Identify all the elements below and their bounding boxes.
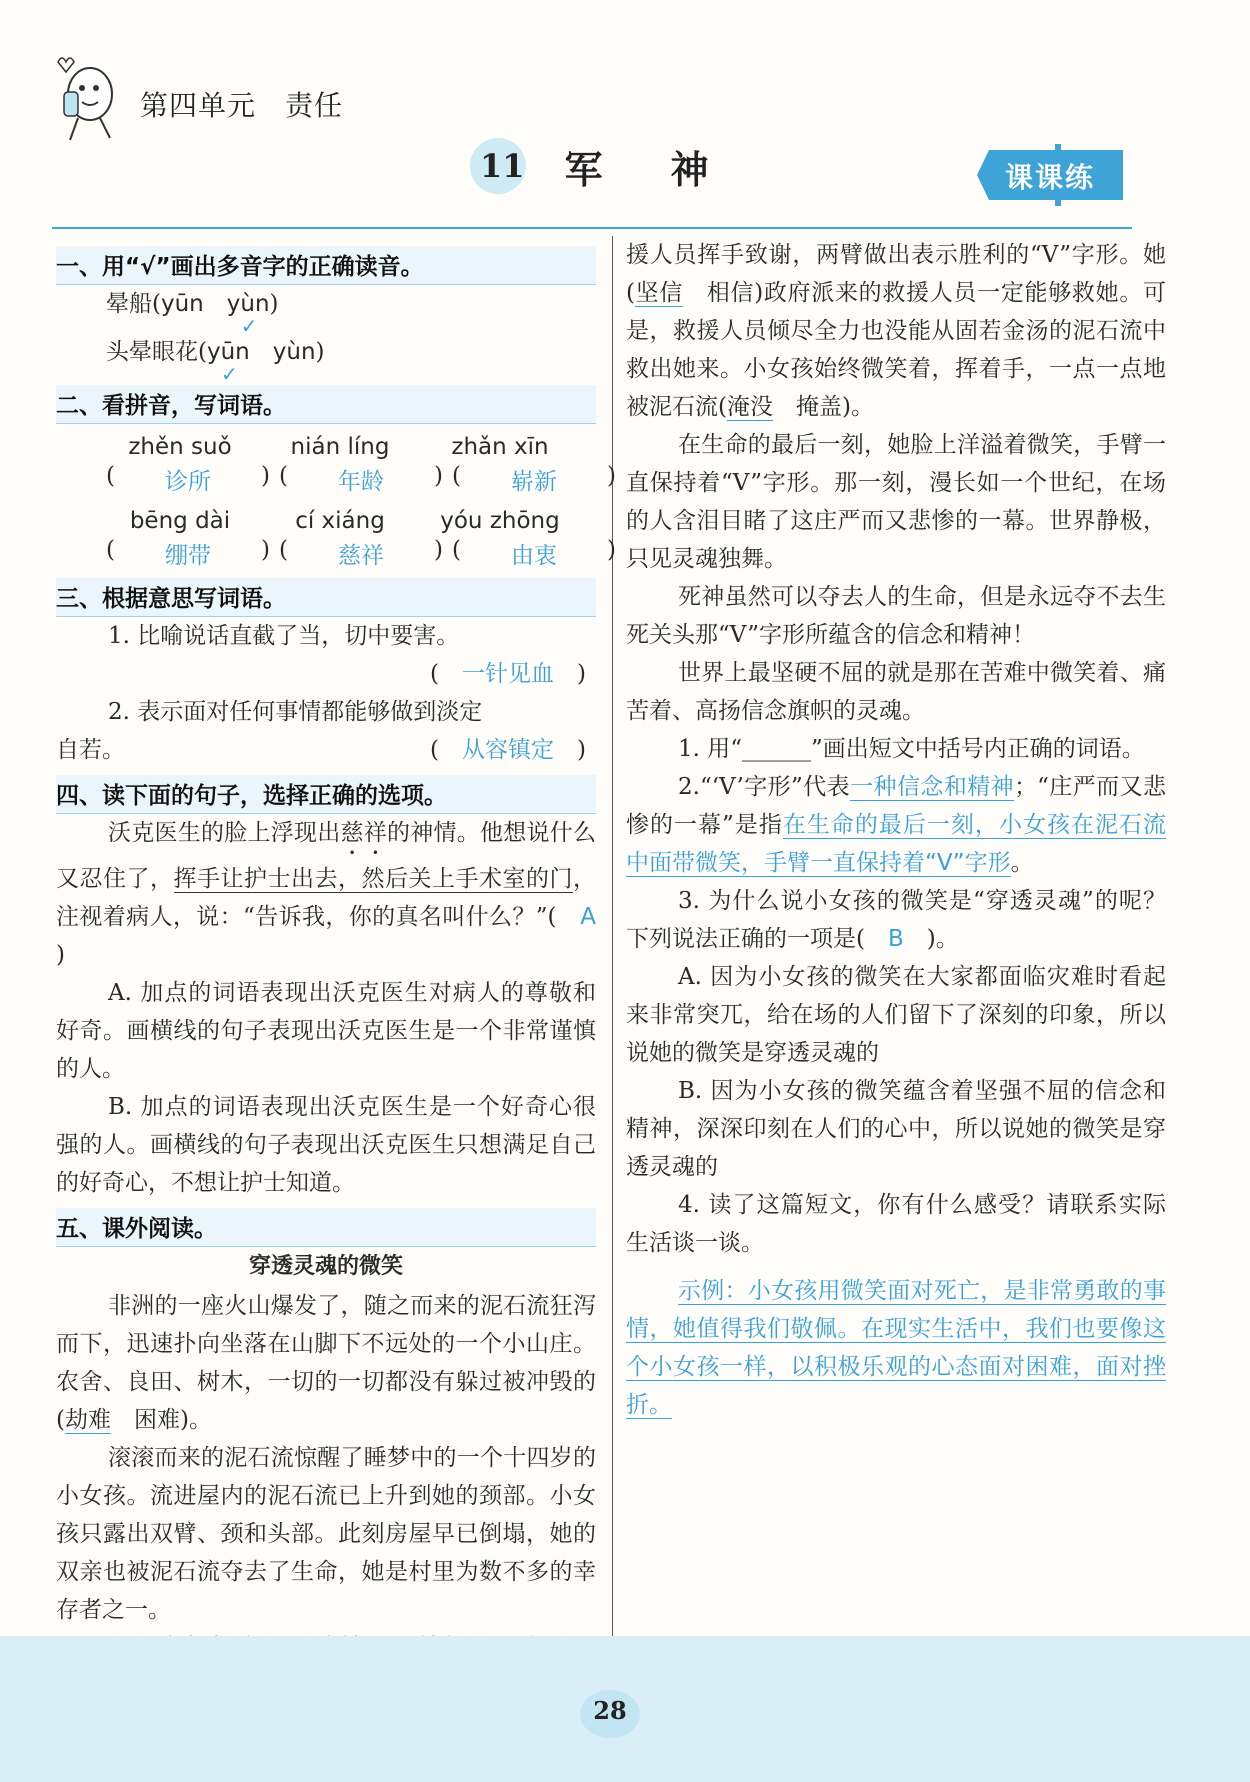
item2-opt1-checked: yūn ✓	[207, 339, 250, 365]
article-p1: 非洲的一座火山爆发了，随之而来的泥石流狂泻而下，迅速扑向坐落在山脚下不远处的一个小山庄。农舍、良田、树木，一切的一切都没有躲过被冲毁的(劫难 困难)。	[56, 1293, 596, 1433]
section4-passage: 沃克医生的脸上浮现出慈祥的神情。他想说什么又忍住了，挥手让护士出去，然后关上手术室的门，注视着病人，说：“告诉我，你的真名叫什么？”( A )	[56, 820, 596, 968]
item2-opt2: yùn	[272, 339, 316, 365]
question-4: 4. 读了这篇短文，你有什么感受？请联系实际生活谈一谈。	[626, 1192, 1166, 1256]
section3-a1: ( 一针见血 )	[430, 661, 586, 687]
lesson-number: 11	[480, 147, 525, 185]
question-3-option-a: A. 因为小女孩的微笑在大家都面临灾难时看起来非常突兀，给在场的人们留下了深刻的印象，所以说她的微笑是穿透灵魂的	[626, 964, 1166, 1066]
section5-title: 五、课外阅读。	[56, 1208, 596, 1247]
item2-word: 头晕眼花(	[106, 339, 207, 365]
section3-q1: 1. 比喻说话直截了当，切中要害。	[108, 623, 460, 649]
section1-item2: 头晕眼花(yūn ✓ yùn)	[56, 333, 596, 371]
article-p5: 死神虽然可以夺去人的生命，但是永远夺不去生死关头那“V”字形所蕴含的信念和精神！	[626, 584, 1166, 648]
question-2: 2.“‘V’字形”代表一种信念和精神；“庄严而又悲惨的一幕”是指在生命的最后一刻，小女孩在泥石流中面带微笑，手臂一直保持着“V”字形。	[626, 774, 1167, 876]
column-divider	[612, 236, 613, 1656]
item1-opt2-checked: yùn ✓	[227, 291, 270, 317]
section2-title: 二、看拼音，写词语。	[56, 385, 596, 424]
article-title: 穿透灵魂的微笑	[248, 1254, 403, 1279]
lesson-title	[480, 136, 777, 196]
question-4-answer: 示例：小女孩用微笑面对死亡，是非常勇敢的事情，她值得我们敬佩。在现实生活中，我们也要像这个小女孩一样，以积极乐观的心态面对困难，面对挫折。	[626, 1278, 1166, 1418]
section3-q2-cont: 自若。 ( 从容镇定 )	[56, 737, 586, 763]
question-3-option-b: B. 因为小女孩的微笑蕴含着坚强不屈的信念和精神，深深印刻在人们的心中，所以说她的微笑是穿透灵魂的	[626, 1078, 1166, 1180]
answer-row-1: ( 诊所 ) ( 年龄 ) ( 崭新 )	[106, 462, 616, 495]
unit-title: 第四单元 责任	[140, 89, 344, 122]
answer-row-2: ( 绷带 ) ( 慈祥 ) ( 由衷 )	[106, 536, 616, 569]
question-1: 1. 用“______”画出短文中括号内正确的词语。	[678, 736, 1145, 762]
question-3: 3. 为什么说小女孩的微笑是“穿透灵魂”的呢？下列说法正确的一项是( B )。	[626, 888, 1166, 952]
section1-title: 一、用“√”画出多音字的正确读音。	[56, 246, 596, 285]
item1-word: 晕船(	[106, 291, 161, 317]
article-p2: 滚滚而来的泥石流惊醒了睡梦中的一个十四岁的小女孩。流进屋内的泥石流已上升到她的颈部。小女孩只露出双臂、颈和头部。此刻房屋早已倒塌，她的双亲也被泥石流夺去了生命，她是村里为数不多的幸存者之一。	[56, 1445, 596, 1623]
left-column	[56, 240, 616, 1705]
check-mark-icon: ✓	[240, 314, 258, 338]
header-rule	[52, 227, 1132, 229]
pinyin-row-1: zhěn suǒ nián líng zhǎn xīn	[128, 434, 549, 460]
page-number: 28	[593, 1696, 627, 1725]
check-mark-icon: ✓	[220, 362, 238, 386]
right-column	[626, 236, 1166, 1424]
article-p6: 世界上最坚硬不屈的就是那在苦难中微笑着、痛苦着、高扬信念旗帜的灵魂。	[626, 660, 1166, 724]
section4-title: 四、读下面的句子，选择正确的选项。	[56, 775, 596, 814]
section4-option-a: A. 加点的词语表现出沃克医生对病人的尊敬和好奇。画横线的句子表现出沃克医生是一个非常谨慎的人。	[56, 980, 596, 1082]
section1-item1: 晕船(yūn yùn ✓ )	[56, 285, 596, 323]
section3-title: 三、根据意思写词语。	[56, 578, 596, 617]
article-p3-cont: 援人员挥手致谢，两臂做出表示胜利的“V”字形。她(坚信 相信)政府派来的救援人员一定能够救她。可是，救援人员倾尽全力也没能从固若金汤的泥石流中救出她来。小女孩始终微笑着，挥着手，一点一点地被泥石流(淹没 掩盖)。	[626, 242, 1167, 420]
mascot-icon	[48, 48, 130, 146]
lesson-name: 军神	[564, 146, 777, 192]
article-p4: 在生命的最后一刻，她脸上洋溢着微笑，手臂一直保持着“V”字形。那一刻，漫长如一个世纪，在场的人含泪目睹了这庄严而又悲惨的一幕。世界静极，只见灵魂独舞。	[626, 432, 1166, 572]
section4-option-b: B. 加点的词语表现出沃克医生是一个好奇心很强的人。画横线的句子表现出沃克医生只想满足自己的好奇心，不想让护士知道。	[56, 1094, 596, 1196]
pinyin-row-2: bēng dài cí xiáng yóu zhōng	[129, 508, 560, 534]
section3-q2: 2. 表示面对任何事情都能够做到淡定	[108, 699, 483, 725]
badge-label: 课课练	[1005, 161, 1096, 194]
item1-opt1: yūn	[160, 291, 204, 317]
